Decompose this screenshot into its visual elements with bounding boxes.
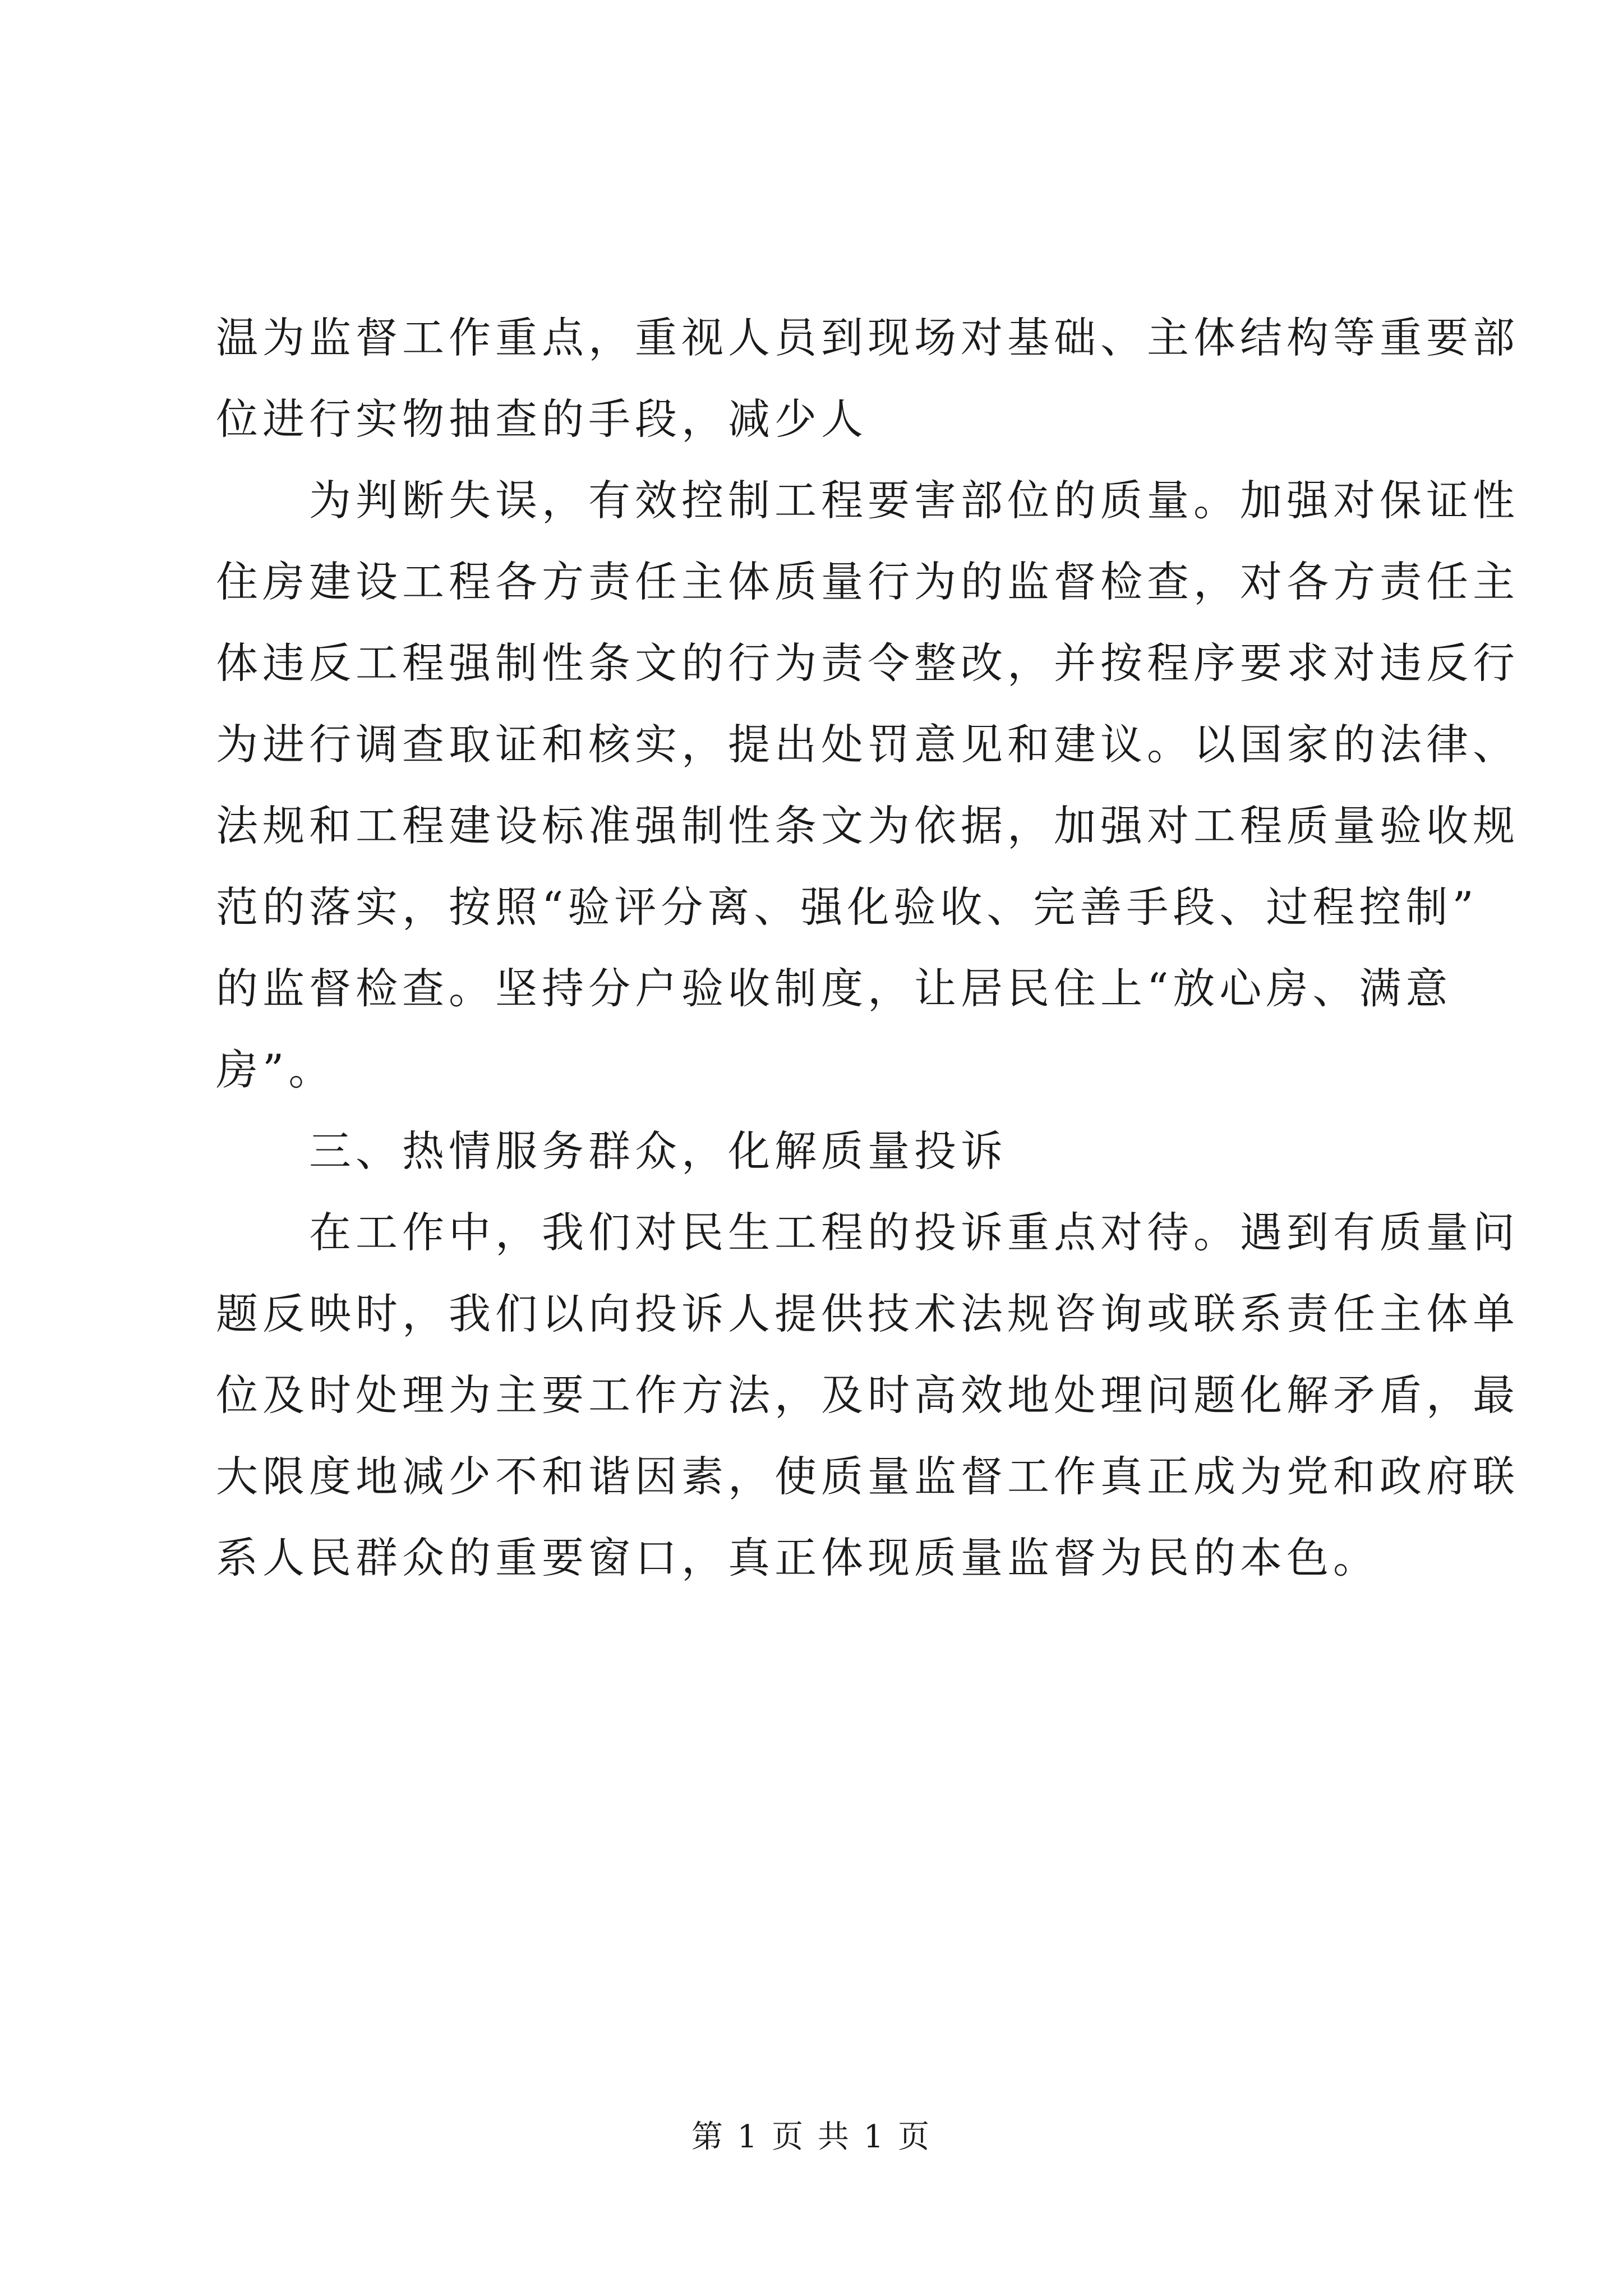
text-line: 大限度地减少不和谐因素，使质量监督工作真正成为党和政府联	[216, 1452, 1520, 1501]
text-line: 体违反工程强制性条文的行为责令整改，并按程序要求对违反行	[216, 638, 1520, 688]
text-line: 范的落实，按照“验评分离、强化验收、完善手段、过程控制”	[216, 882, 1478, 932]
text-line: 位及时处理为主要工作方法，及时高效地处理问题化解矛盾，最	[216, 1370, 1520, 1420]
section-heading: 三、热情服务群众，化解质量投诉	[216, 1126, 1008, 1176]
text-line: 的监督检查。坚持分户验收制度，让居民住上“放心房、满意	[216, 964, 1453, 1013]
text-line: 在工作中，我们对民生工程的投诉重点对待。遇到有质量问	[216, 1208, 1520, 1257]
document-body	[216, 297, 1520, 1599]
page-number-footer: 第 1 页 共 1 页	[691, 2119, 932, 2155]
text-line: 题反映时，我们以向投诉人提供技术法规咨询或联系责任主体单	[216, 1289, 1520, 1338]
text-line: 房”。	[216, 1045, 335, 1094]
text-line: 温为监督工作重点，重视人员到现场对基础、主体结构等重要部	[216, 313, 1520, 362]
text-line: 为判断失误，有效控制工程要害部位的质量。加强对保证性	[216, 476, 1520, 525]
text-line: 为进行调查取证和核实，提出处罚意见和建议。以国家的法律、	[216, 720, 1520, 769]
text-line: 位进行实物抽查的手段，减少人	[216, 394, 868, 444]
text-line: 系人民群众的重要窗口，真正体现质量监督为民的本色。	[216, 1533, 1380, 1582]
text-line: 法规和工程建设标准强制性条文为依据，加强对工程质量验收规	[216, 801, 1520, 850]
text-line: 住房建设工程各方责任主体质量行为的监督检查，对各方责任主	[216, 557, 1520, 606]
